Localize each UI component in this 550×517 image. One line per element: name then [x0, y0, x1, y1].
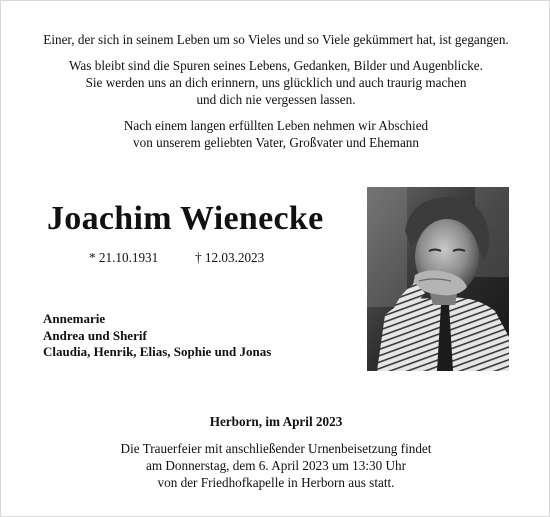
place-date: Herborn, im April 2023 — [209, 414, 343, 429]
family-line: Annemarie — [43, 311, 106, 326]
deceased-name: Joachim Wienecke — [47, 200, 324, 237]
ceremony-line: von der Friedhofkapelle in Herborn aus statt. — [157, 475, 395, 490]
family-line: Claudia, Henrik, Elias, Sophie und Jonas — [43, 344, 272, 359]
intro-p2-line: Sie werden uns an dich erinnern, uns glücklich und auch traurig machen — [85, 75, 467, 90]
portrait-photo — [367, 187, 509, 371]
footer — [1, 413, 550, 491]
intro-text — [1, 31, 550, 158]
ceremony-info — [1, 440, 550, 491]
portrait-image — [367, 187, 509, 371]
intro-p3-line: Nach einem langen erfüllten Leben nehmen wir Abschied — [123, 118, 429, 133]
intro-line-1: Einer, der sich in seinem Leben um so Vieles und so Viele gekümmert hat, ist gegangen. — [43, 32, 509, 47]
ceremony-line: am Donnerstag, dem 6. April 2023 um 13:30 Uhr — [145, 458, 407, 473]
intro-p2-line: und dich nie vergessen lassen. — [196, 92, 356, 107]
ceremony-line: Die Trauerfeier mit anschließender Urnenbeisetzung findet — [120, 441, 432, 456]
intro-paragraph-2 — [1, 57, 550, 108]
death-date: † 12.03.2023 — [195, 250, 265, 265]
family-line: Andrea und Sherif — [43, 327, 147, 343]
family-list — [43, 311, 271, 361]
intro-p2-line: Was bleibt sind die Spuren seines Lebens, Gedanken, Bilder und Augenblicke. — [69, 58, 483, 73]
intro-paragraph-3 — [1, 117, 550, 151]
intro-p3-line: von unserem geliebten Vater, Großvater und Ehemann — [133, 135, 419, 150]
birth-date: * 21.10.1931 — [89, 250, 159, 265]
